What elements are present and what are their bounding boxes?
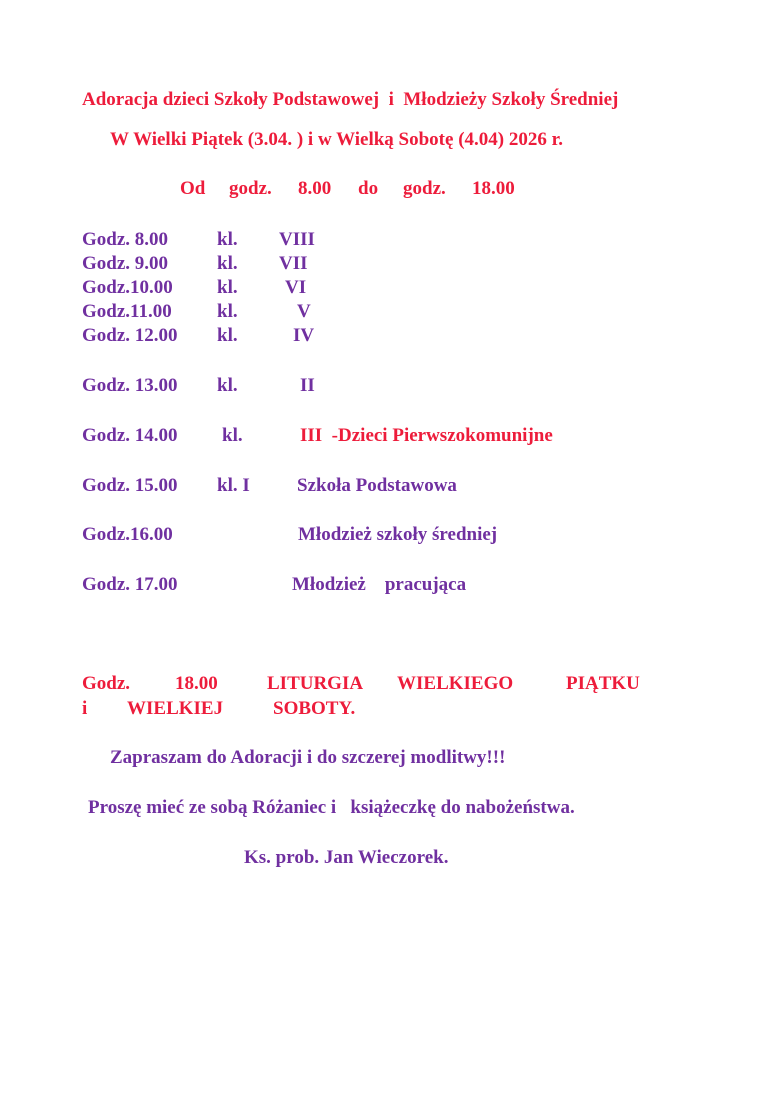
schedule-time: Godz. 8.00 <box>82 229 169 250</box>
hours-godz-2: godz. <box>403 178 446 199</box>
schedule-time: Godz. 13.00 <box>82 375 178 396</box>
hours-start: 8.00 <box>298 178 332 199</box>
schedule-group: II <box>300 375 315 396</box>
schedule-time: Godz.16.00 <box>82 524 173 545</box>
schedule-time: Godz. 12.00 <box>82 325 178 346</box>
schedule-time: Godz. 9.00 <box>82 253 169 274</box>
schedule-group: VI <box>285 277 307 298</box>
schedule-group: Szkoła Podstawowa <box>297 475 457 496</box>
liturgy-i: i <box>82 698 88 719</box>
title-line-2: W Wielki Piątek (3.04. ) i w Wielką Sobotę (4.04) 2026 r. <box>110 129 564 150</box>
signature: Ks. prob. Jan Wieczorek. <box>244 847 449 868</box>
invitation-text: Zapraszam do Adoracji i do szczerej modlitwy!!! <box>110 747 506 768</box>
schedule-class: kl. <box>217 301 238 322</box>
hours-od: Od <box>180 178 206 199</box>
liturgy-godz: Godz. <box>82 673 131 694</box>
schedule-time: Godz. 15.00 <box>82 475 178 496</box>
schedule-group: VII <box>279 253 308 274</box>
schedule-class: kl. <box>217 375 238 396</box>
title-line-1: Adoracja dzieci Szkoły Podstawowej i Młodzieży Szkoły Średniej <box>82 89 619 110</box>
schedule-group: III -Dzieci Pierwszokomunijne <box>300 425 553 446</box>
schedule-time: Godz. 17.00 <box>82 574 178 595</box>
schedule-class: kl. <box>217 229 238 250</box>
schedule-time: Godz.11.00 <box>82 301 172 322</box>
liturgy-word-5: SOBOTY. <box>273 698 356 719</box>
liturgy-word-1: LITURGIA <box>267 673 364 694</box>
schedule-class: kl. <box>217 253 238 274</box>
schedule-time: Godz. 14.00 <box>82 425 178 446</box>
schedule-class: kl. <box>217 325 238 346</box>
hours-godz-1: godz. <box>229 178 272 199</box>
schedule-class: kl. <box>217 277 238 298</box>
schedule-group: V <box>297 301 311 322</box>
liturgy-word-4: WIELKIEJ <box>127 698 224 719</box>
hours-end: 18.00 <box>472 178 515 199</box>
schedule-group: Młodzież szkoły średniej <box>298 524 498 545</box>
liturgy-time: 18.00 <box>175 673 218 694</box>
liturgy-word-3: PIĄTKU <box>566 673 640 694</box>
hours-do: do <box>358 178 379 199</box>
schedule-class: kl. <box>222 425 243 446</box>
schedule-group: Młodzież pracująca <box>292 574 467 595</box>
schedule-time: Godz.10.00 <box>82 277 173 298</box>
schedule-group: IV <box>293 325 315 346</box>
request-text: Proszę mieć ze sobą Różaniec i książeczkę do nabożeństwa. <box>88 797 575 818</box>
schedule-class: kl. I <box>217 475 250 496</box>
schedule-group: VIII <box>279 229 315 250</box>
liturgy-word-2: WIELKIEGO <box>397 673 514 694</box>
